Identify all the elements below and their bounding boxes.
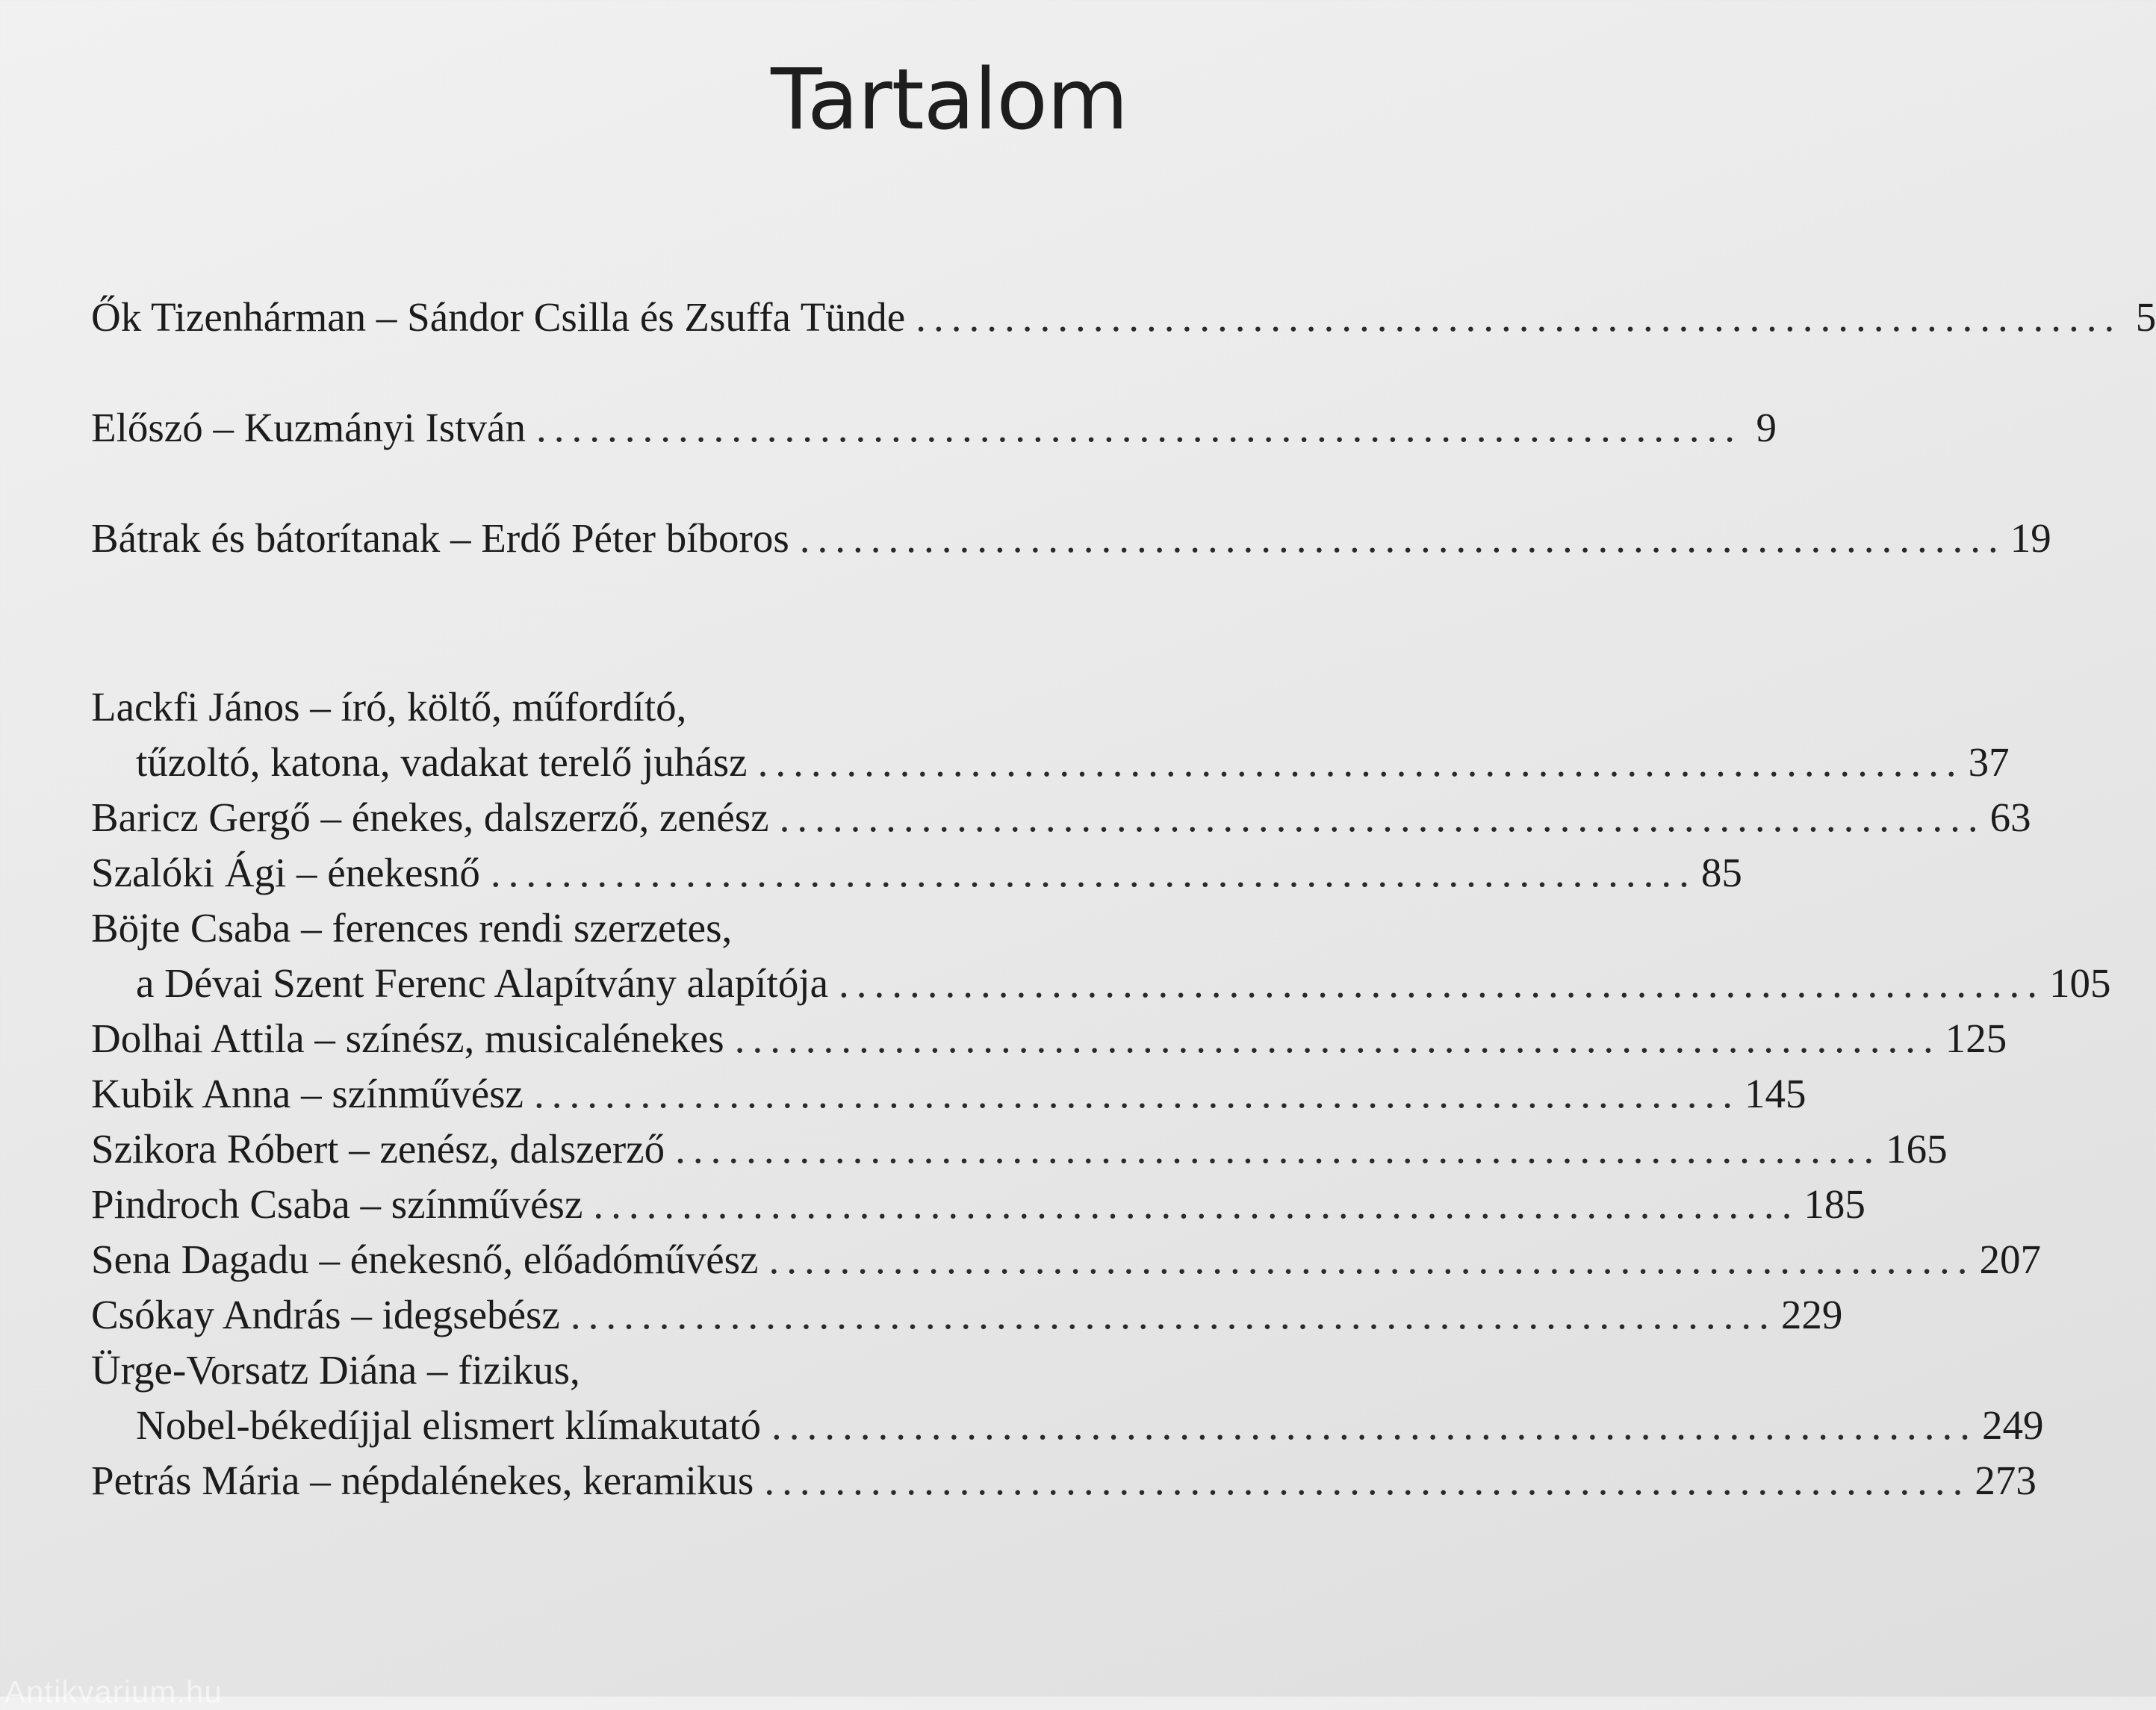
toc-entry-title-continued: Nobel-békedíjjal elismert klímakutató — [136, 1402, 761, 1448]
toc-entry-title: Szikora Róbert – zenész, dalszerző — [91, 1126, 665, 1172]
dot-leader: .................................................................... — [839, 960, 2045, 1006]
toc-entry-title: Csókay András – idegsebész — [91, 1292, 560, 1337]
toc-entry[interactable] — [91, 400, 1777, 456]
toc-entry[interactable] — [91, 1343, 2044, 1453]
toc-entry-title: Előszó – Kuzmányi István — [91, 405, 526, 450]
toc-entry[interactable] — [91, 790, 2031, 845]
toc-page-number: 145 — [1744, 1071, 1806, 1116]
toc-entry-title: Ők Tizenhárman – Sándor Csilla és Zsuffa Tünde — [91, 294, 906, 340]
toc-entry[interactable] — [91, 1066, 1806, 1122]
toc-entry[interactable] — [91, 1287, 1843, 1343]
dot-leader: .................................................................... — [734, 1016, 1941, 1061]
toc-entry[interactable] — [91, 1232, 2041, 1287]
toc-entry-title: Kubik Anna – színművész — [91, 1071, 524, 1116]
toc-page-number: 273 — [1975, 1458, 2037, 1503]
toc-page-number: 207 — [1979, 1237, 2041, 1282]
toc-entry-title: Baricz Gergő – énekes, dalszerző, zenész — [91, 795, 769, 840]
toc-entry-title: Szalóki Ági – énekesnő — [91, 850, 480, 895]
toc-page-number: 229 — [1780, 1292, 1843, 1337]
dot-leader: .................................................................... — [593, 1181, 1800, 1227]
toc-page-number: 37 — [1968, 739, 2010, 785]
toc-entry-title-continued: a Dévai Szent Ferenc Alapítvány alapítója — [136, 960, 829, 1006]
toc-entry-title: Ürge-Vorsatz Diána – fizikus, — [91, 1347, 580, 1393]
toc-page-number: 165 — [1886, 1126, 1948, 1172]
page-title: Tartalom — [771, 52, 1128, 149]
watermark: Antikvarium.hu — [4, 1674, 223, 1709]
toc-entry-title: Lackfi János – író, költő, műfordító, — [91, 684, 687, 730]
toc-entry[interactable] — [91, 901, 2111, 1011]
dot-leader: .................................................................... — [757, 739, 1964, 785]
toc-entry-title: Petrás Mária – népdalénekes, keramikus — [91, 1458, 754, 1503]
toc-entry-title-continued: tűzoltó, katona, vadakat terelő juhász — [136, 739, 748, 785]
toc-entry-title: Sena Dagadu – énekesnő, előadóművész — [91, 1237, 759, 1282]
dot-leader: .................................................................... — [768, 1237, 1975, 1282]
dot-leader: .................................................................... — [535, 405, 1742, 450]
toc-entry-title: Böjte Csaba – ferences rendi szerzetes, — [91, 905, 733, 951]
toc-entry[interactable] — [91, 1011, 2007, 1066]
toc-entry[interactable] — [91, 845, 1742, 901]
dot-leader: .................................................................... — [764, 1458, 1971, 1503]
toc-entry[interactable] — [91, 1177, 1865, 1232]
dot-leader: .................................................................... — [570, 1292, 1777, 1337]
toc-page-number: 63 — [1989, 795, 2031, 840]
dot-leader: .................................................................... — [490, 850, 1697, 895]
dot-leader: .................................................................... — [916, 294, 2122, 340]
toc-entry[interactable] — [91, 680, 2010, 790]
toc-page-number: 19 — [2010, 515, 2051, 561]
dot-leader: .................................................................... — [799, 515, 2006, 561]
toc-page-number: 249 — [1981, 1402, 2044, 1448]
dot-leader: .................................................................... — [771, 1402, 1978, 1448]
toc-page-number: 9 — [1756, 405, 1777, 450]
toc-entry[interactable] — [91, 1453, 2037, 1508]
toc-entry-title: Pindroch Csaba – színművész — [91, 1181, 583, 1227]
toc-entry-title: Bátrak és bátorítanak – Erdő Péter bíboros — [91, 515, 789, 561]
toc-page-number: 185 — [1804, 1181, 1865, 1227]
toc-page-number: 85 — [1700, 850, 1742, 895]
dot-leader: .................................................................... — [675, 1126, 1882, 1172]
toc-entry[interactable] — [91, 511, 2051, 566]
toc-entry[interactable] — [91, 1122, 1948, 1177]
toc-page-number: 125 — [1945, 1016, 2007, 1061]
dot-leader: .................................................................... — [533, 1071, 1740, 1116]
toc-entry-title: Dolhai Attila – színész, musicalénekes — [91, 1016, 724, 1061]
dot-leader: .................................................................... — [779, 795, 1986, 840]
toc-page-number: 105 — [2049, 960, 2111, 1006]
toc-entry[interactable] — [91, 290, 2156, 345]
toc-page-number: 5 — [2135, 294, 2156, 340]
